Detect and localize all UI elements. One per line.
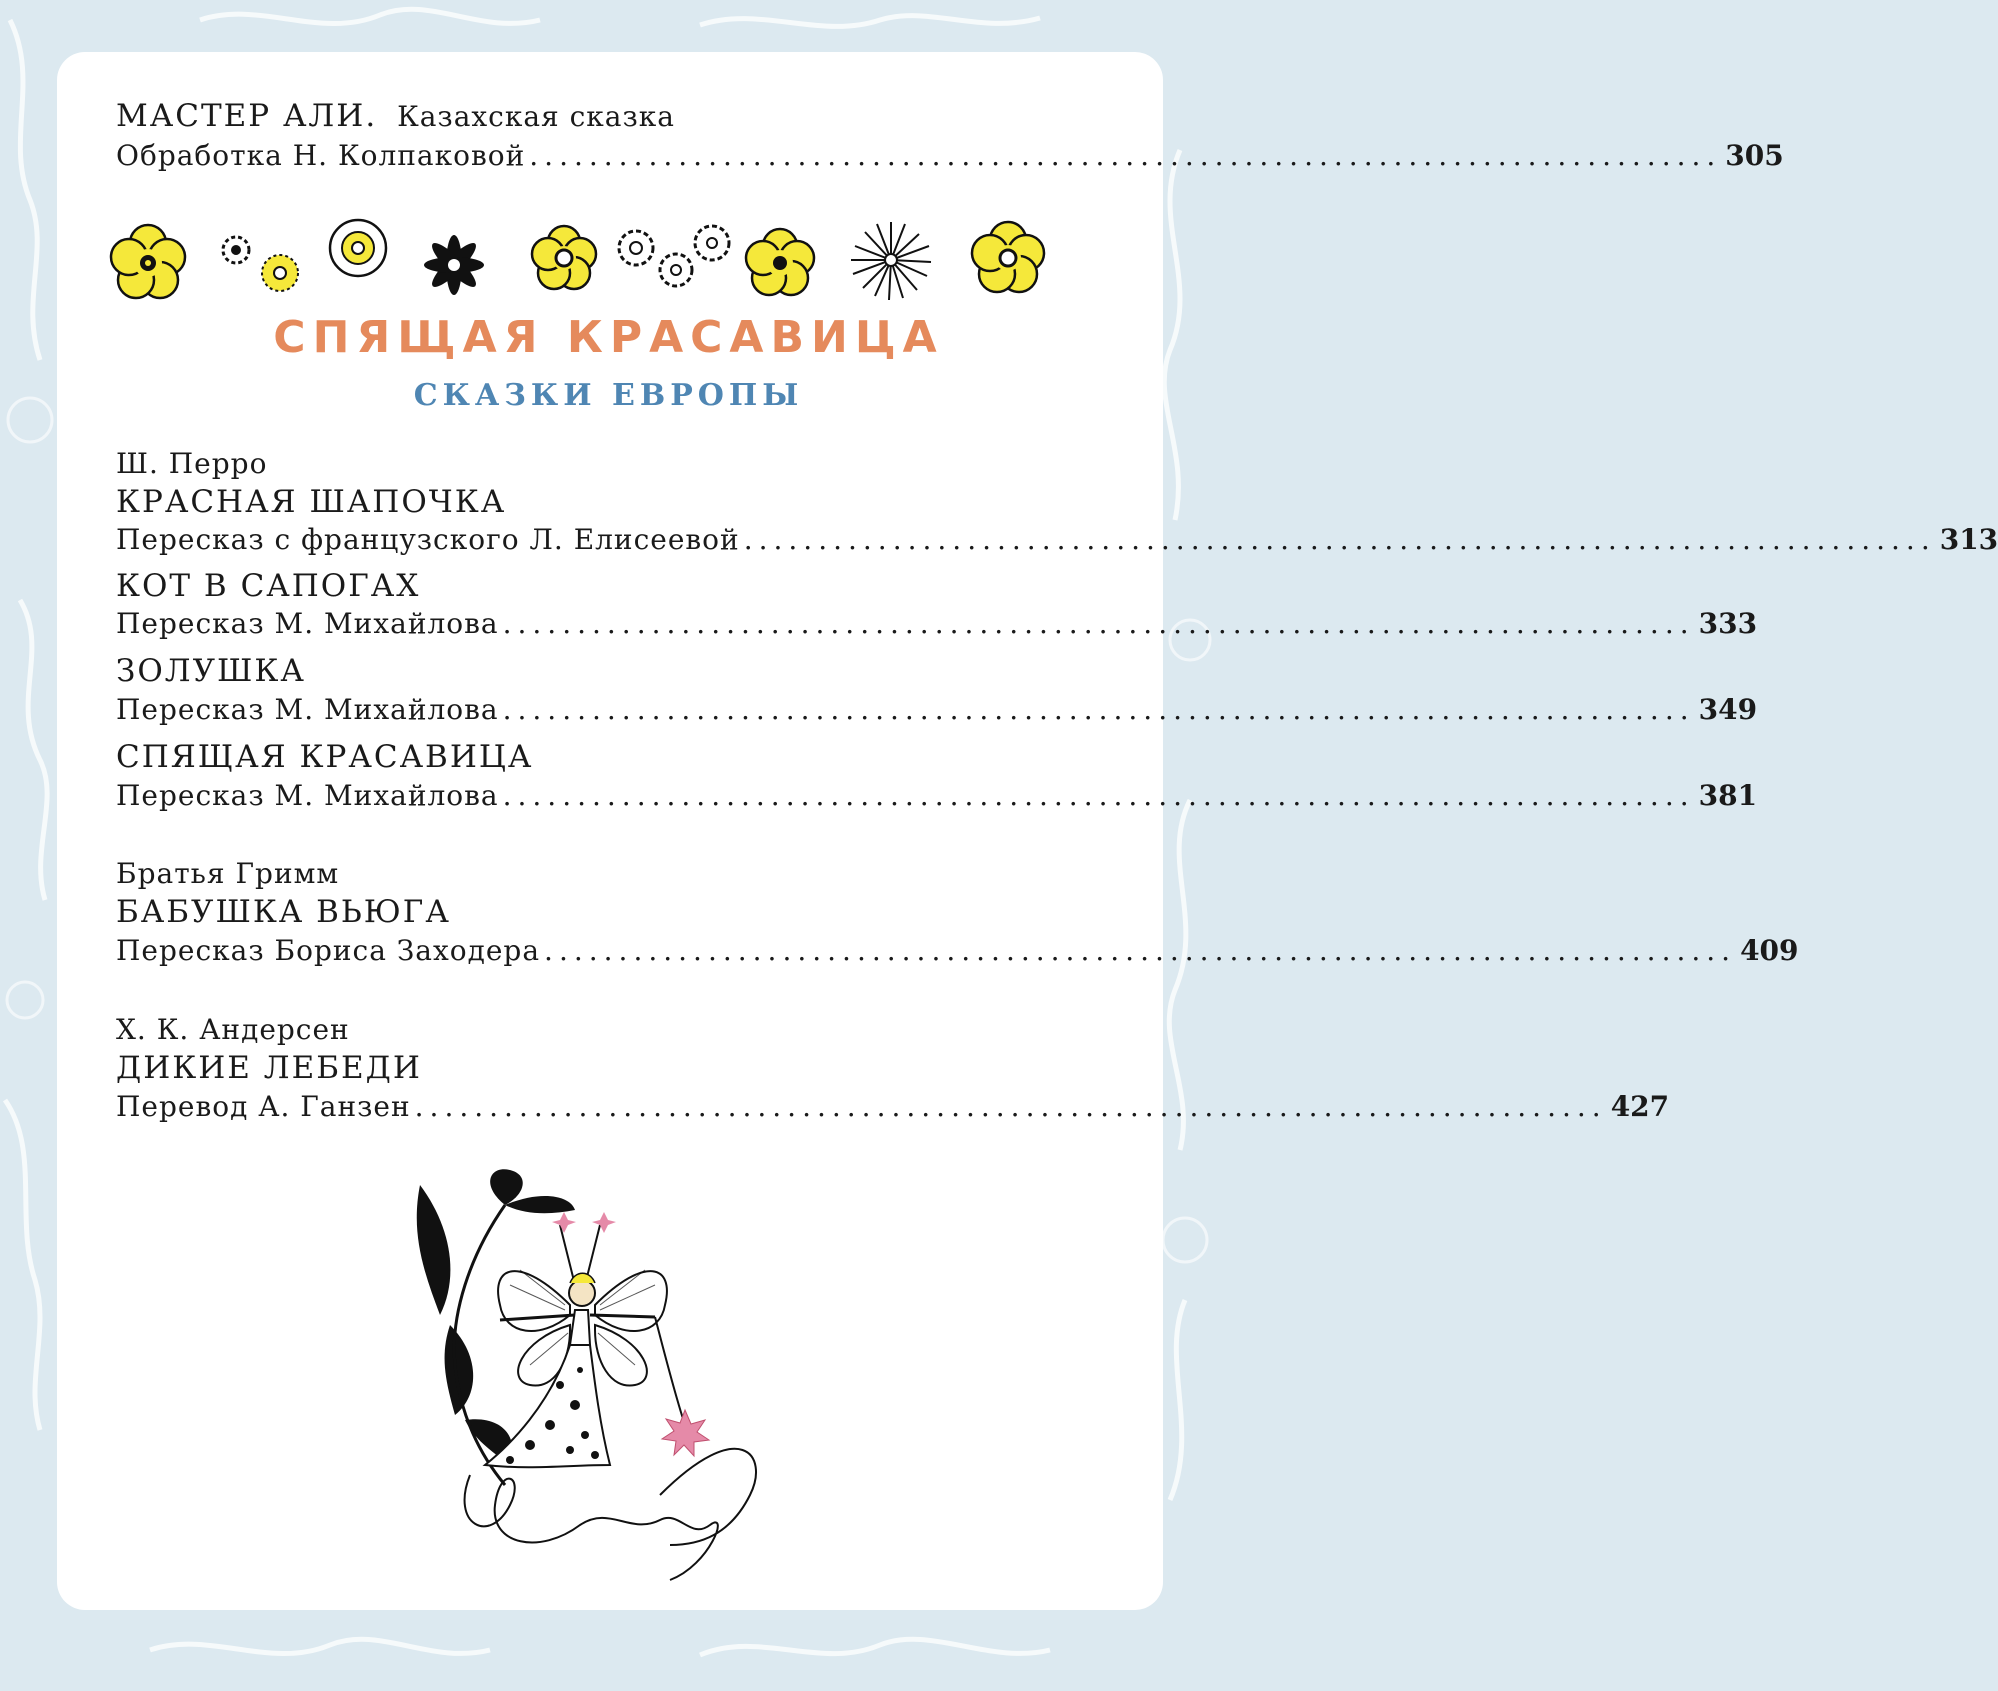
entry-credit: Пересказ Бориса Заходера	[116, 934, 541, 967]
work-title: КОТ В САПОГАХ	[116, 568, 421, 604]
dot-leader: ................................................................................	[502, 693, 1695, 726]
entry-page-number: 409	[1740, 934, 1799, 967]
entry-subtitle: Казахская сказка	[397, 100, 675, 133]
entry-credit: Пересказ с французского Л. Елисеевой	[116, 523, 740, 556]
work-title: КРАСНАЯ ШАПОЧКА	[116, 484, 507, 520]
author-name: Ш. Перро	[116, 447, 268, 480]
dot-leader: ................................................................................	[414, 1090, 1607, 1123]
spiky-flower-icon	[851, 222, 931, 300]
signature-flourish	[465, 1449, 756, 1580]
toc-entry-line	[116, 520, 1998, 560]
small-flower-icon	[695, 226, 729, 260]
section-subtitle: СКАЗКИ ЕВРОПЫ	[413, 378, 804, 413]
work-title: ЗОЛУШКА	[116, 653, 306, 689]
dot-leader: ................................................................................	[502, 607, 1695, 640]
entry-credit: Пересказ М. Михайлова	[116, 607, 499, 640]
work-title: ДИКИЕ ЛЕБЕДИ	[116, 1050, 422, 1086]
entry-page-number: 381	[1698, 779, 1758, 812]
section-title: СПЯЩАЯ КРАСАВИЦА	[273, 312, 944, 363]
entry-credit: Пересказ М. Михайлова	[116, 779, 499, 812]
small-flower-icon	[619, 231, 653, 265]
small-flower-icon	[660, 254, 692, 286]
entry-page-number: 313	[1939, 523, 1998, 556]
author-name: Братья Гримм	[116, 857, 340, 890]
toc-entry-line	[116, 604, 1758, 644]
dot-leader: ................................................................................	[529, 139, 1722, 172]
author-name: Х. К. Андерсен	[116, 1013, 350, 1046]
white-flower-icon	[330, 220, 386, 276]
entry-page-number: 349	[1698, 693, 1758, 726]
work-title: СПЯЩАЯ КРАСАВИЦА	[116, 739, 534, 775]
toc-entry-line	[116, 776, 1758, 816]
entry-credit: Обработка Н. Колпаковой	[116, 139, 526, 172]
yellow-flower-icon	[111, 225, 185, 298]
yellow-flower-icon	[532, 226, 596, 289]
dot-leader: ................................................................................	[544, 934, 1737, 967]
daisy-icon	[262, 255, 298, 291]
entry-title: МАСТЕР АЛИ.	[116, 98, 378, 134]
black-star-flower-icon	[424, 235, 484, 295]
dot-leader: ................................................................................	[743, 523, 1936, 556]
work-title: БАБУШКА ВЬЮГА	[116, 894, 451, 930]
toc-entry-line	[116, 690, 1758, 730]
fairy-illustration	[410, 1165, 830, 1600]
flower-border	[108, 218, 1108, 308]
toc-entry-line	[116, 1087, 1670, 1127]
entry-credit: Перевод А. Ганзен	[116, 1090, 411, 1123]
entry-page-number: 333	[1698, 607, 1758, 640]
yellow-flower-icon	[746, 229, 814, 295]
entry-credit: Пересказ М. Михайлова	[116, 693, 499, 726]
yellow-flower-icon	[972, 222, 1044, 292]
small-flower-icon	[223, 237, 249, 263]
entry-page-number: 427	[1610, 1090, 1670, 1123]
entry-page-number: 305	[1725, 139, 1784, 172]
dot-leader: ................................................................................	[502, 779, 1695, 812]
toc-entry-line	[116, 931, 1799, 971]
toc-entry-line	[116, 136, 1784, 176]
